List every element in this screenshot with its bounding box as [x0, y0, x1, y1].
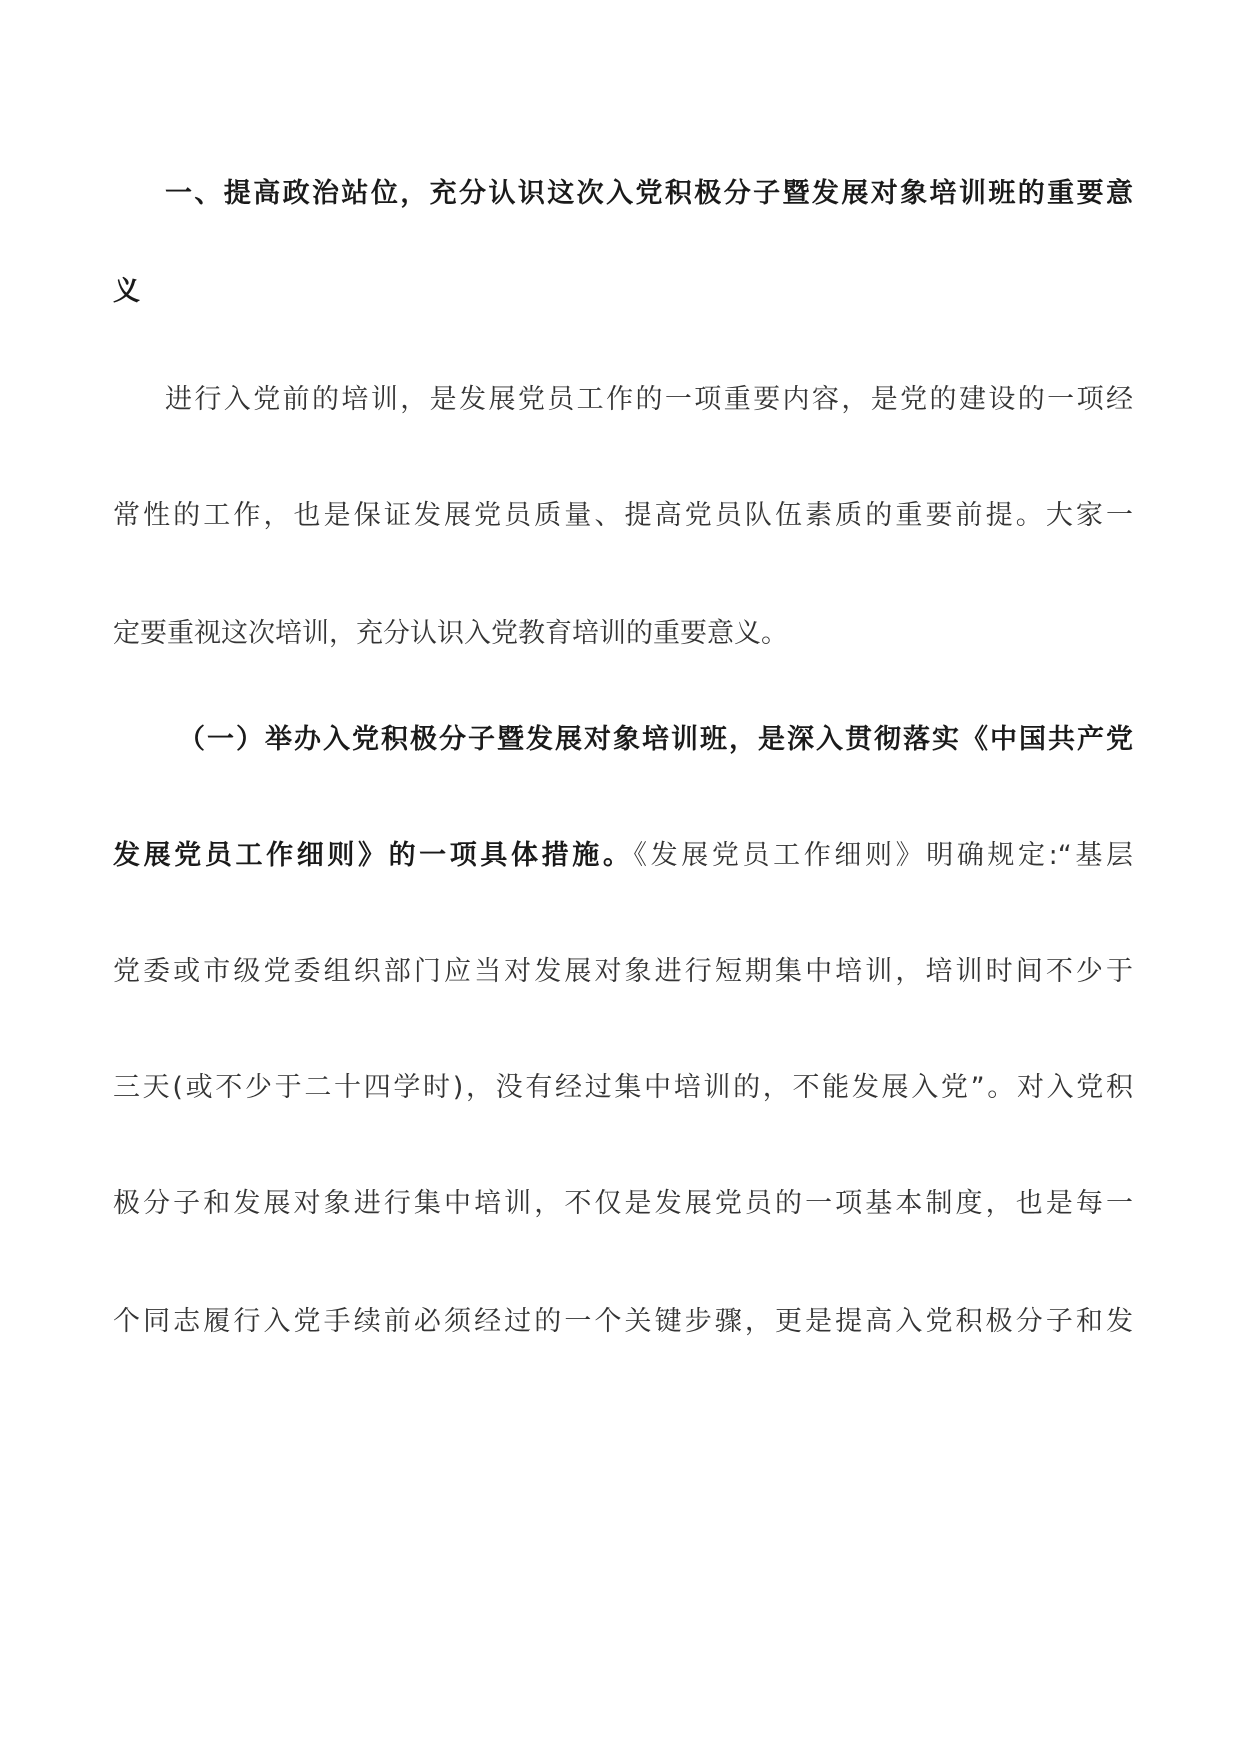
subsection-1-line-6: 个同志履行入党手续前必须经过的一个关键步骤，更是提高入党积极分子和发	[113, 1306, 1133, 1337]
section-heading-line-1: 一、提高政治站位，充分认识这次入党积极分子暨发展对象培训班的重要意	[165, 178, 1133, 209]
paragraph-1-line-2: 常性的工作，也是保证发展党员质量、提高党员队伍素质的重要前提。大家一	[113, 500, 1133, 531]
subsection-1-line-5: 极分子和发展对象进行集中培训，不仅是发展党员的一项基本制度，也是每一	[113, 1188, 1133, 1219]
subsection-1-line-2	[113, 836, 1133, 876]
section-heading-line-2: 义	[113, 276, 140, 307]
paragraph-1-line-3: 定要重视这次培训，充分认识入党教育培训的重要意义。	[113, 618, 788, 649]
subsection-1-line-4: 三天(或不少于二十四学时)，没有经过集中培训的，不能发展入党”。对入党积	[113, 1072, 1133, 1103]
subsection-1-line-1: （一）举办入党积极分子暨发展对象培训班，是深入贯彻落实《中国共产党	[178, 724, 1133, 755]
subsection-1-body-start: 《发展党员工作细则》明确规定:“基层	[633, 840, 1133, 871]
subsection-1-title-end: 发展党员工作细则》的一项具体措施。	[113, 840, 634, 871]
subsection-1-line-3: 党委或市级党委组织部门应当对发展对象进行短期集中培训，培训时间不少于	[113, 956, 1133, 987]
paragraph-1-line-1: 进行入党前的培训，是发展党员工作的一项重要内容，是党的建设的一项经	[165, 384, 1133, 415]
